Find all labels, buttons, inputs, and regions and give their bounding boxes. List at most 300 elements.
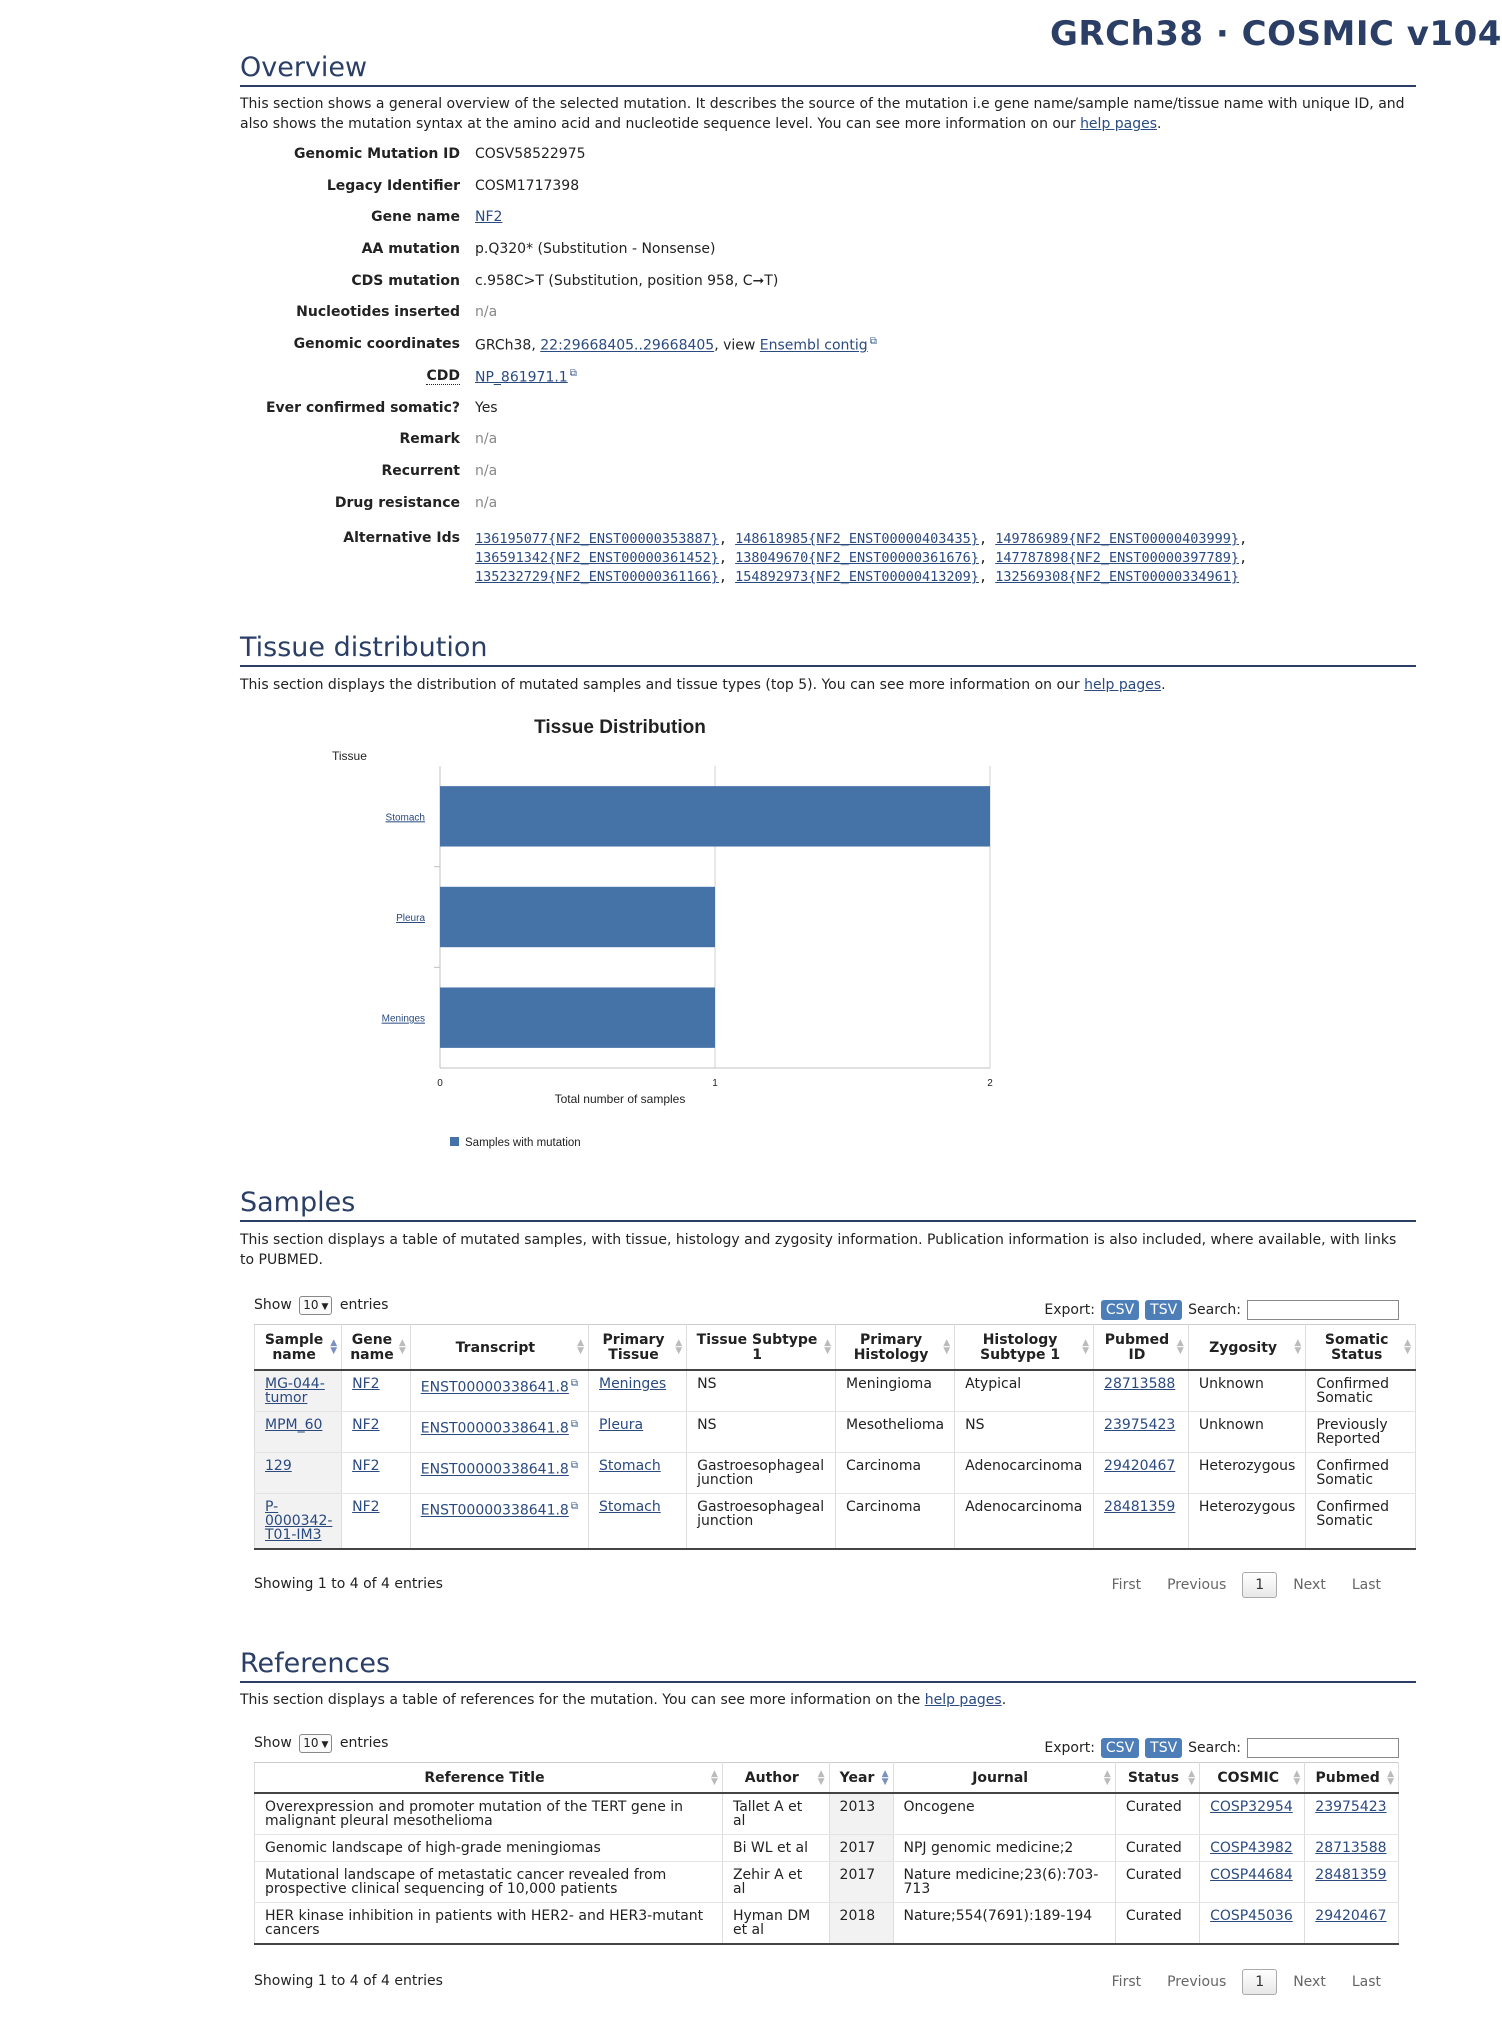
table-cell <box>410 1453 588 1494</box>
cell-link[interactable]: Meninges <box>598 1376 667 1392</box>
table-cell <box>955 1370 1094 1412</box>
overview-desc-text: This section shows a general overview of the selected mutation. It describes the source of the mutation i.e gene name/sample name/tissue name with unique ID, and also shows the mutation syntax at the amino acid and nucleotide sequence level. You can see more information on our <box>240 96 1405 132</box>
alternative-id-link[interactable]: 147787898{NF2_ENST00000397789} <box>995 550 1240 567</box>
drug-resistance-value: n/a <box>475 494 498 511</box>
cell-text: Bi WL et al <box>732 1840 809 1856</box>
legacy-identifier-value: COSM1717398 <box>475 177 580 194</box>
cell-link[interactable]: P-0000342-T01-IM3 <box>265 1499 333 1543</box>
column-header-label: Pubmed <box>1315 1770 1380 1786</box>
table-row <box>255 1903 1399 1945</box>
external-link-icon: ⧉ <box>569 367 577 379</box>
column-header-label: Status <box>1127 1770 1180 1786</box>
table-cell <box>588 1453 686 1494</box>
table-row <box>255 1862 1399 1903</box>
table-cell <box>1094 1370 1189 1412</box>
pager-current-page[interactable]: 1 <box>1242 1572 1277 1598</box>
column-header[interactable] <box>893 1763 1115 1794</box>
cell-link[interactable]: 28713588 <box>1315 1840 1387 1856</box>
table-cell <box>410 1494 588 1550</box>
external-link-icon: ⧉ <box>869 336 877 348</box>
field-label: Drug resistance <box>334 494 460 511</box>
overview-table <box>240 146 1335 587</box>
tissue-chart <box>240 700 1040 1170</box>
cell-link[interactable]: 28713588 <box>1104 1376 1176 1392</box>
column-header[interactable] <box>1305 1763 1399 1794</box>
page-title: GRCh38 · COSMIC v104 <box>1050 14 1502 54</box>
cell-link[interactable]: 29420467 <box>1104 1458 1176 1474</box>
table-cell <box>687 1494 836 1550</box>
table-cell <box>687 1453 836 1494</box>
overview-row-ever-confirmed <box>240 400 1335 432</box>
pager-next[interactable]: Next <box>1293 1974 1326 1990</box>
samples-info: Showing 1 to 4 of 4 entries <box>254 1576 443 1592</box>
sort-icon: ▲ ▼ <box>330 1338 338 1356</box>
tissue-help-link[interactable]: help pages <box>1084 677 1162 693</box>
cell-link[interactable]: 23975423 <box>1104 1417 1176 1433</box>
cell-text: Unknown <box>1198 1417 1264 1433</box>
aa-mutation-value: p.Q320* (Substitution - Nonsense) <box>475 241 716 258</box>
cell-link[interactable]: 29420467 <box>1315 1908 1387 1924</box>
table-cell <box>255 1370 342 1412</box>
alternative-id-link[interactable]: 132569308{NF2_ENST00000334961} <box>995 569 1240 586</box>
field-label: Genomic Mutation ID <box>294 146 460 162</box>
table-cell <box>955 1412 1094 1453</box>
cell-link[interactable]: 28481359 <box>1104 1499 1176 1515</box>
cell-link[interactable]: COSP32954 <box>1210 1799 1293 1815</box>
table-cell <box>829 1793 893 1835</box>
field-label: CDS mutation <box>351 272 460 289</box>
export-label: Export: <box>1044 1740 1095 1756</box>
pager-next[interactable]: Next <box>1293 1577 1326 1593</box>
overview-row-cdd <box>240 368 1335 400</box>
chart-bar <box>440 987 715 1047</box>
table-cell <box>1306 1370 1416 1412</box>
table-cell <box>836 1370 955 1412</box>
export-tsv-button[interactable]: TSV <box>1145 1300 1182 1320</box>
cell-text: Gastroesophageal junction <box>697 1458 825 1488</box>
table-cell <box>342 1370 411 1412</box>
tissue-description <box>240 675 1405 695</box>
pager-previous[interactable]: Previous <box>1167 1577 1227 1593</box>
column-header-label: Year <box>839 1770 875 1786</box>
cell-link[interactable]: COSP43982 <box>1210 1840 1293 1856</box>
table-cell <box>829 1835 893 1862</box>
table-cell <box>255 1412 342 1453</box>
chart-y-axis-label: Tissue <box>332 749 367 763</box>
chart-category-label[interactable]: Pleura <box>396 913 425 924</box>
cdd-link[interactable]: NP_861971.1 <box>475 369 568 386</box>
ensembl-contig-link[interactable]: Ensembl contig <box>759 337 868 354</box>
table-cell <box>893 1793 1115 1835</box>
tissue-desc-text: This section displays the distribution of mutated samples and tissue types (top 5). You can see more information on our <box>240 677 1085 693</box>
export-csv-button[interactable]: CSV <box>1101 1300 1139 1320</box>
table-row <box>255 1835 1399 1862</box>
pager-first[interactable]: First <box>1111 1577 1142 1593</box>
table-cell <box>1094 1494 1189 1550</box>
cell-text: NPJ genomic medicine;2 <box>903 1840 1074 1856</box>
cell-text: Curated <box>1125 1908 1182 1924</box>
column-header[interactable] <box>836 1325 955 1371</box>
export-label: Export: <box>1044 1302 1095 1318</box>
column-header-label: Somatic Status <box>1324 1332 1389 1363</box>
sort-icon: ▲ ▼ <box>398 1338 406 1356</box>
overview-row-gene-name <box>240 209 1335 241</box>
samples-description: This section displays a table of mutated samples, with tissue, histology and zygosity information. Publication information is also included, where available, with links to PUBMED. <box>240 1232 1397 1268</box>
tissue-heading: Tissue distribution <box>240 632 1416 667</box>
column-header-label: Author <box>744 1770 799 1786</box>
table-row <box>255 1793 1399 1835</box>
table-cell <box>687 1370 836 1412</box>
overview-row-nucleotides-inserted <box>240 304 1335 336</box>
entries-select[interactable] <box>299 1734 332 1753</box>
column-header[interactable] <box>687 1325 836 1371</box>
cell-text: Hyman DM et al <box>732 1908 811 1938</box>
cell-text: Mutational landscape of metastatic cancer revealed from prospective clinical sequencing of 10,000 patients <box>265 1867 667 1897</box>
table-cell <box>1188 1370 1306 1412</box>
table-cell <box>1115 1793 1199 1835</box>
table-row <box>255 1494 1416 1550</box>
table-cell <box>1306 1412 1416 1453</box>
references-heading: References <box>240 1648 1416 1683</box>
table-cell <box>255 1494 342 1550</box>
table-cell <box>255 1453 342 1494</box>
chart-x-tick-label: 1 <box>712 1078 718 1089</box>
overview-row-genomic-coordinates <box>240 336 1335 368</box>
pager-first[interactable]: First <box>1111 1974 1142 1990</box>
cell-link[interactable]: 28481359 <box>1315 1867 1387 1883</box>
chevron-down-icon: ▼ <box>321 1302 329 1312</box>
pager-last[interactable]: Last <box>1351 1974 1381 1990</box>
table-cell <box>1200 1903 1305 1945</box>
column-header[interactable] <box>410 1325 588 1371</box>
field-label: Gene name <box>371 209 460 226</box>
table-cell <box>722 1862 829 1903</box>
cell-text: Carcinoma <box>846 1458 922 1474</box>
export-tsv-button[interactable]: TSV <box>1145 1738 1182 1758</box>
table-cell <box>893 1835 1115 1862</box>
table-cell <box>342 1494 411 1550</box>
table-cell <box>836 1412 955 1453</box>
cell-text: Heterozygous <box>1198 1499 1296 1515</box>
cell-link[interactable]: NF2 <box>352 1499 380 1515</box>
nucleotides-inserted-value: n/a <box>475 304 498 321</box>
coords-prefix: GRCh38, <box>475 337 541 354</box>
cell-link[interactable]: ENST00000338641.8 <box>420 1420 569 1437</box>
column-header-label: Transcript <box>455 1339 536 1356</box>
sort-icon: ▲ ▼ <box>1404 1338 1411 1356</box>
gene-name-link[interactable]: NF2 <box>475 209 503 226</box>
cell-link[interactable]: ENST00000338641.8 <box>420 1461 569 1478</box>
overview-row-drug-resistance <box>240 495 1335 527</box>
genomic-mutation-id-value: COSV58522975 <box>475 146 586 162</box>
table-cell <box>255 1862 723 1903</box>
table-cell <box>1200 1862 1305 1903</box>
cell-link[interactable]: ENST00000338641.8 <box>420 1502 569 1519</box>
column-header[interactable] <box>1094 1325 1189 1371</box>
table-cell <box>588 1494 686 1550</box>
alternative-id-link[interactable]: 149786989{NF2_ENST00000403999} <box>995 531 1240 548</box>
cell-link[interactable]: 129 <box>265 1458 292 1474</box>
coords-mid: , view <box>714 337 760 354</box>
table-cell <box>1305 1835 1399 1862</box>
cell-link[interactable]: 23975423 <box>1315 1799 1387 1815</box>
column-header[interactable] <box>1306 1325 1416 1371</box>
entries-select-value: 10 <box>303 1736 319 1750</box>
cell-text: Unknown <box>1198 1376 1264 1392</box>
cell-text: Curated <box>1125 1840 1182 1856</box>
cell-text: Gastroesophageal junction <box>697 1499 825 1529</box>
overview-help-link[interactable]: help pages <box>1080 116 1158 132</box>
cell-text: Confirmed Somatic <box>1316 1458 1390 1488</box>
sort-icon: ▲ ▼ <box>1293 1768 1301 1787</box>
samples-pagination <box>1102 1572 1391 1598</box>
cell-text: Heterozygous <box>1198 1458 1296 1474</box>
chart-x-tick-label: 2 <box>987 1078 993 1089</box>
column-header-label: Primary Histology <box>853 1332 929 1363</box>
table-cell <box>255 1793 723 1835</box>
column-header[interactable] <box>829 1763 893 1794</box>
export-csv-button[interactable]: CSV <box>1101 1738 1139 1758</box>
overview-row-remark <box>240 431 1335 463</box>
cell-link[interactable]: Stomach <box>598 1458 661 1474</box>
overview-desc-end: . <box>1157 116 1162 132</box>
cell-text: Nature;554(7691):189-194 <box>903 1908 1093 1924</box>
chevron-down-icon: ▼ <box>321 1740 329 1750</box>
references-desc-end: . <box>1001 1692 1007 1708</box>
table-cell <box>1188 1453 1306 1494</box>
entries-label: entries <box>339 1297 389 1313</box>
chart-legend-swatch <box>450 1137 459 1146</box>
table-cell <box>588 1412 686 1453</box>
table-cell <box>722 1835 829 1862</box>
search-label: Search: <box>1188 1740 1241 1756</box>
chart-title: Tissue Distribution <box>534 717 706 738</box>
column-header-label: Sample name <box>264 1332 324 1363</box>
alternative-id-link[interactable]: 136591342{NF2_ENST00000361452} <box>475 550 719 567</box>
cell-text: Atypical <box>965 1376 1022 1392</box>
overview-row-genomic-mutation-id <box>240 146 1335 178</box>
field-label: Genomic coordinates <box>293 336 460 353</box>
column-header-label: Primary Tissue <box>602 1332 665 1363</box>
table-cell <box>1094 1412 1189 1453</box>
cell-text: NS <box>965 1417 985 1433</box>
field-label: Nucleotides inserted <box>296 304 460 321</box>
sort-icon: ▲ ▼ <box>1294 1338 1302 1356</box>
field-label <box>240 368 475 384</box>
cell-link[interactable]: MG-044-tumor <box>265 1376 325 1406</box>
table-cell <box>1305 1862 1399 1903</box>
cell-text: Confirmed Somatic <box>1316 1499 1390 1529</box>
table-cell <box>1188 1412 1306 1453</box>
cell-link[interactable]: COSP44684 <box>1210 1867 1293 1883</box>
table-cell <box>342 1453 411 1494</box>
ever-confirmed-value: Yes <box>475 399 498 416</box>
cell-link[interactable]: ENST00000338641.8 <box>420 1379 569 1396</box>
table-cell <box>836 1494 955 1550</box>
entries-select-value: 10 <box>303 1298 319 1312</box>
overview-description <box>240 94 1405 134</box>
cds-mutation-value: c.958C>T (Substitution, position 958, C➞T) <box>475 272 779 289</box>
chart-bar <box>440 887 715 947</box>
cell-text: 2013 <box>839 1799 876 1815</box>
table-cell <box>687 1412 836 1453</box>
overview-row-alternative-ids <box>240 530 1335 587</box>
column-header-label: Tissue Subtype 1 <box>696 1332 818 1363</box>
chart-category-label[interactable]: Stomach <box>385 812 425 824</box>
column-header[interactable] <box>588 1325 686 1371</box>
sort-icon: ▲ ▼ <box>824 1338 832 1356</box>
cell-link[interactable]: NF2 <box>352 1417 380 1433</box>
cell-link[interactable]: NF2 <box>352 1458 380 1474</box>
column-header-label: Zygosity <box>1209 1339 1278 1356</box>
cell-text: Confirmed Somatic <box>1316 1376 1390 1406</box>
column-header[interactable] <box>255 1325 342 1371</box>
table-cell <box>722 1793 829 1835</box>
tissue-desc-end: . <box>1161 677 1166 693</box>
cell-text: 2017 <box>839 1867 876 1883</box>
sort-icon: ▲ ▼ <box>1188 1768 1196 1787</box>
samples-table <box>254 1324 1416 1550</box>
sort-icon: ▲ ▼ <box>577 1338 584 1356</box>
sort-icon: ▲ ▼ <box>943 1338 951 1356</box>
column-header-label: COSMIC <box>1217 1770 1280 1786</box>
table-cell <box>722 1903 829 1945</box>
table-cell <box>1200 1793 1305 1835</box>
table-cell <box>1305 1793 1399 1835</box>
cell-text: NS <box>697 1376 717 1392</box>
external-link-icon: ⧉ <box>570 1378 578 1389</box>
table-cell <box>255 1903 723 1945</box>
references-table <box>254 1762 1399 1945</box>
table-cell <box>1306 1453 1416 1494</box>
cell-link[interactable]: Pleura <box>598 1417 644 1433</box>
references-help-link[interactable]: help pages <box>924 1692 1002 1708</box>
field-label: Remark <box>399 431 460 448</box>
table-cell <box>955 1453 1094 1494</box>
cell-text: Previously Reported <box>1316 1417 1388 1447</box>
alternative-id-link[interactable]: 136195077{NF2_ENST00000353887} <box>475 531 719 548</box>
column-header[interactable] <box>1115 1763 1199 1794</box>
pager-previous[interactable]: Previous <box>1167 1974 1227 1990</box>
table-cell <box>893 1903 1115 1945</box>
entries-select[interactable] <box>299 1296 332 1315</box>
table-cell <box>893 1862 1115 1903</box>
references-info: Showing 1 to 4 of 4 entries <box>254 1973 443 1989</box>
table-cell <box>1188 1494 1306 1550</box>
table-cell <box>1115 1862 1199 1903</box>
cell-link[interactable]: MPM_60 <box>265 1417 323 1433</box>
cdd-label: CDD <box>426 367 460 384</box>
table-cell <box>955 1494 1094 1550</box>
sort-icon: ▲ ▼ <box>1387 1768 1394 1787</box>
cell-text: Overexpression and promoter mutation of the TERT gene in malignant pleural mesothelioma <box>265 1799 684 1829</box>
cell-text: Meningioma <box>846 1376 932 1392</box>
sort-icon: ▲ ▼ <box>1103 1768 1111 1787</box>
cell-text: Nature medicine;23(6):703-713 <box>903 1867 1099 1897</box>
overview-row-aa-mutation <box>240 241 1335 273</box>
show-label: Show <box>254 1735 292 1751</box>
cell-text: Carcinoma <box>846 1499 922 1515</box>
sort-icon: ▲ ▼ <box>881 1768 889 1787</box>
sort-icon: ▲ ▼ <box>1176 1338 1184 1356</box>
overview-row-cds-mutation <box>240 273 1335 305</box>
table-row <box>255 1412 1416 1453</box>
table-cell <box>1115 1903 1199 1945</box>
alternative-id-link[interactable]: 138049670{NF2_ENST00000361676} <box>735 550 979 567</box>
genomic-coordinates-link[interactable]: 22:29668405..29668405 <box>540 337 715 354</box>
pager-last[interactable]: Last <box>1351 1577 1381 1593</box>
sort-icon: ▲ ▼ <box>1082 1338 1090 1356</box>
column-header-label: Gene name <box>350 1332 394 1363</box>
cell-text: Adenocarcinoma <box>965 1458 1083 1474</box>
overview-row-legacy-identifier <box>240 178 1335 210</box>
field-label: Legacy Identifier <box>326 177 460 194</box>
external-link-icon: ⧉ <box>570 1419 578 1430</box>
overview-row-recurrent <box>240 463 1335 495</box>
alternative-ids-list: 136195077{NF2_ENST00000353887}, 148618985{NF2_ENST00000403435}, 149786989{NF2_ENST00000403999}, 136591342{NF2_ENST00000361452}, 138049670{NF2_ENST00000361676}, 147787898{NF2_ENST00000397789}, 135232729{NF2_ENST00000361166}, 154892973{NF2_ENST00000413209}, 132569308{NF2_ENST00000334961} <box>475 531 1248 586</box>
cell-link[interactable]: COSP45036 <box>1210 1908 1293 1924</box>
overview-heading: Overview <box>240 52 1416 87</box>
column-header[interactable] <box>255 1763 723 1794</box>
cell-text: Zehir A et al <box>732 1867 803 1897</box>
column-header-label: Reference Title <box>424 1770 545 1786</box>
field-label: Alternative Ids <box>343 530 460 547</box>
cell-text: 2018 <box>839 1908 876 1924</box>
remark-value: n/a <box>475 431 498 448</box>
table-cell <box>342 1412 411 1453</box>
table-cell <box>829 1862 893 1903</box>
references-search-input[interactable] <box>1247 1738 1399 1758</box>
table-row <box>255 1370 1416 1412</box>
show-label: Show <box>254 1297 292 1313</box>
cell-link[interactable]: NF2 <box>352 1376 380 1392</box>
cell-link[interactable]: Stomach <box>598 1499 661 1515</box>
tissue-chart-svg <box>240 700 1040 1170</box>
field-label: AA mutation <box>361 241 460 258</box>
table-cell <box>1094 1453 1189 1494</box>
samples-search-input[interactable] <box>1247 1300 1399 1320</box>
table-cell <box>836 1453 955 1494</box>
column-header[interactable] <box>722 1763 829 1794</box>
cell-text: Oncogene <box>903 1799 975 1815</box>
alternative-id-link[interactable]: 154892973{NF2_ENST00000413209} <box>735 569 979 586</box>
recurrent-value: n/a <box>475 462 498 479</box>
alternative-id-link[interactable]: 135232729{NF2_ENST00000361166} <box>475 569 719 586</box>
sort-icon: ▲ ▼ <box>675 1338 683 1356</box>
pager-current-page[interactable]: 1 <box>1242 1969 1277 1995</box>
samples-heading: Samples <box>240 1187 1416 1222</box>
column-header-label: Journal <box>972 1770 1029 1786</box>
cell-text: Curated <box>1125 1799 1182 1815</box>
entries-label: entries <box>339 1735 389 1751</box>
cell-text: Tallet A et al <box>732 1799 803 1829</box>
cell-text: HER kinase inhibition in patients with HER2- and HER3-mutant cancers <box>265 1908 704 1938</box>
column-header[interactable] <box>1200 1763 1305 1794</box>
chart-category-label[interactable]: Meninges <box>381 1013 425 1025</box>
column-header-label: Histology Subtype 1 <box>980 1332 1061 1363</box>
chart-legend-label: Samples with mutation <box>465 1137 581 1149</box>
column-header[interactable] <box>955 1325 1094 1371</box>
chart-x-tick-label: 0 <box>437 1078 443 1089</box>
column-header[interactable] <box>1188 1325 1306 1371</box>
column-header[interactable] <box>342 1325 411 1371</box>
alternative-id-link[interactable]: 148618985{NF2_ENST00000403435} <box>735 531 979 548</box>
table-cell <box>1306 1494 1416 1550</box>
cell-text: 2017 <box>839 1840 876 1856</box>
cell-text: Curated <box>1125 1867 1182 1883</box>
cell-text: Adenocarcinoma <box>965 1499 1083 1515</box>
column-header-label: Pubmed ID <box>1104 1332 1170 1363</box>
